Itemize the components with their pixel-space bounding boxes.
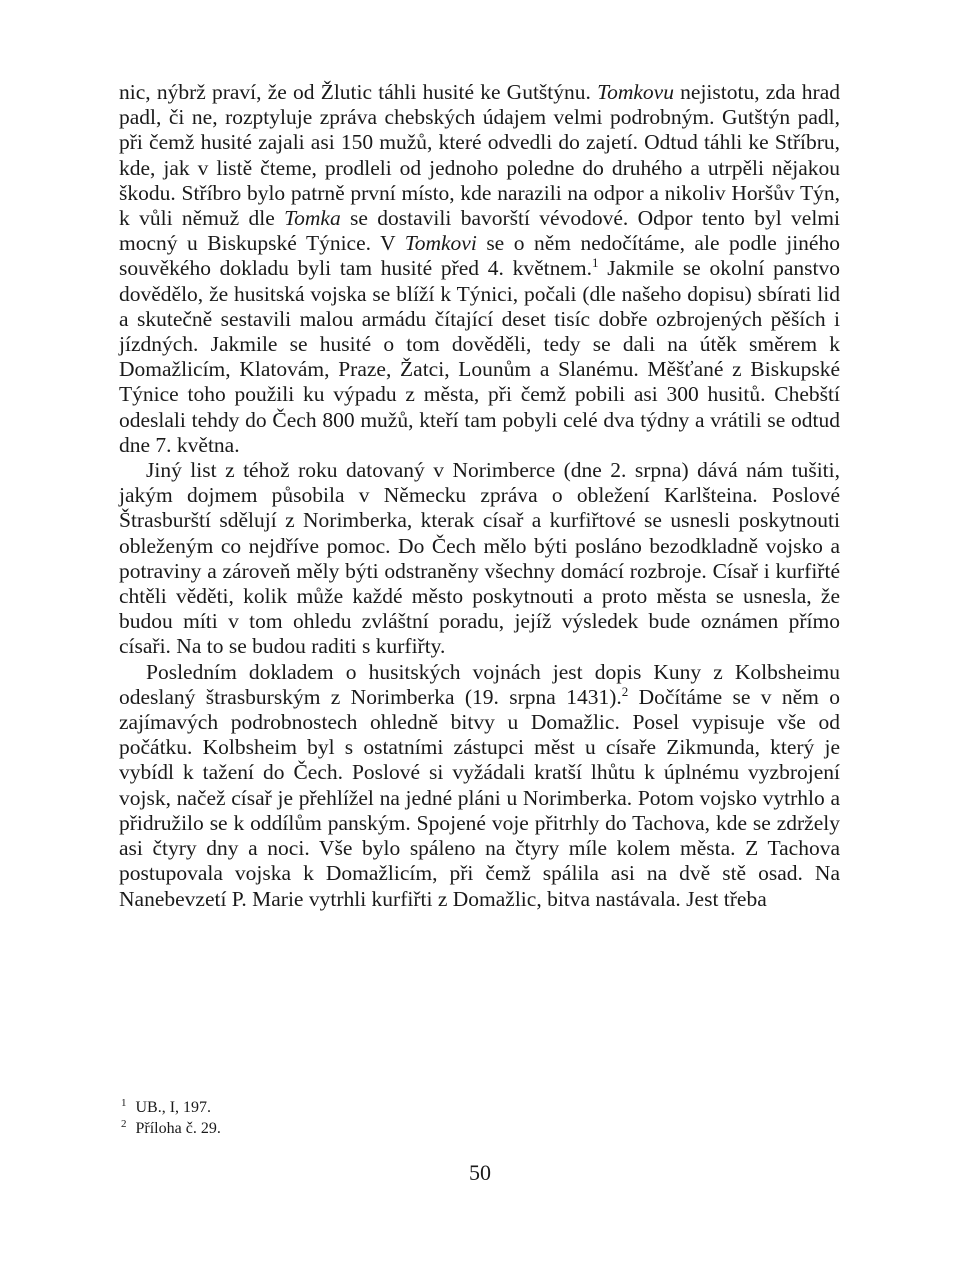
footnote-mark: 2: [121, 1117, 127, 1130]
page-number: 50: [469, 1160, 491, 1185]
text-run: nejistotu, zda hrad padl, či ne, rozptyluje zpráva chebských údajem velmi podrobným. Gutštýn padl, při čemž husité zajali asi 150 mužů, které odvedli do zajetí. Odtud táhli ke Stříbru, kde, jak v listě čteme, prodleli od jednoho poledne do druhého a utrpěli nějakou škodu. Stříbro bylo patrně první místo, kde narazili na odpor a nikoliv Horšův Týn, k vůli němuž dle: [119, 80, 840, 231]
footnote-reference: 2: [621, 683, 629, 699]
text-run: se o něm nedočítáme, ale podle jiného souvěkého dokladu byli tam husité před 4. květnem.: [119, 231, 840, 281]
text-run: se dostavili bavorští vévodové. Odpor tento byl velmi mocný u Biskupské Týnice. V: [119, 206, 840, 256]
footnote-2: [119, 1118, 840, 1139]
emphasized-name: Tomkovi: [404, 231, 477, 256]
text-run: Jakmile se okolní panstvo dovědělo, že husitská vojska se blíží k Týnici, počali (dle našeho dopisu) sbírati lid a skutečně sestavili malou armádu čítající deset tisíc dobře ozbrojených pěších i jízdných. Jakmile se husité o tom dověděli, tedy se dali na útěk směrem k Domažlicím, Klatovám, Praze, Žatci, Lounům a Slanému. Měšťané z Biskupské Týnice toho použili ku výpadu z města, při čemž pobili asi 300 husitů. Chebští odeslali tehdy do Čech 800 mužů, kteří tam pobyli celé dva týdny a vrátili se odtud dne 7. května.: [119, 256, 840, 457]
footnote-1: [119, 1097, 840, 1118]
emphasized-name: Tomkovu: [597, 80, 674, 104]
footnote-text: UB., I, 197.: [135, 1099, 212, 1116]
text-run: Jiný list z téhož roku datovaný v Norimberce (dne 2. srpna) dává nám tušiti, jakým dojmem působila v Německu zpráva o obležení Karlšteina. Poslové Štrasburští sdělují z Norimberka, kterak císař a kurfiřtové se usnesli poskytnouti obleženým co nejdříve pomoc. Do Čech mělo býti posláno bezodkladně vojsko a potraviny a zároveň měly býti odstraněny všechny domácí rozbroje. Císař i kurfiřté chtěli věděti, kolik může každé město poskytnouti a proto města se usnesla, že budou míti v tom ohledu zvláštní poradu, jejíž výsledek bude oznámen přímo císaři. Na to se budou raditi s kurfiřty.: [119, 458, 840, 659]
text-run: nic, nýbrž praví, že od Žlutic táhli husité ke Gutštýnu.: [119, 80, 598, 104]
footnote-text: Příloha č. 29.: [135, 1120, 221, 1137]
footnote-mark: 1: [121, 1096, 127, 1109]
emphasized-name: Tomka: [284, 206, 341, 231]
text-run: Dočítáme se v něm o zajímavých podrobnostech ohledně bitvy u Domažlic. Posel vypisuje vše od počátku. Kolbsheim byl s ostatními zástupci měst u císaře Zikmunda, který je vybídl k tažení do Čech. Poslové si vyžádali kratší lhůtu k úplnému vyzbrojení vojsk, načež císař je přehlížel na jedné pláni u Norimberka. Potom vojsko vytrhlo a přidružilo se k oddílům panským. Spojené voje přitrhly do Tachova, kde se zdržely asi čtyry dny a noci. Vše bylo spáleno na čtyry míle kolem města. Z Tachova postupovala vojska k Domažlicím, při čemž spálila asi na dvě stě osad. Na Nanebevzetí P. Marie vytrhli kurfiřti z Domažlic, bitva nastávala. Jest třeba: [119, 684, 840, 911]
footnotes: [119, 1097, 840, 1139]
text-run: Posledním dokladem o husitských vojnách jest dopis Kuny z Kolbsheimu odeslaný štrasburským z Norimberka (19. srpna 1431).: [119, 659, 840, 709]
paragraph: [119, 458, 840, 660]
footnote-reference: 1: [592, 255, 599, 271]
paragraph: [119, 660, 840, 912]
paragraph: [119, 80, 840, 458]
page-body: [119, 80, 840, 912]
